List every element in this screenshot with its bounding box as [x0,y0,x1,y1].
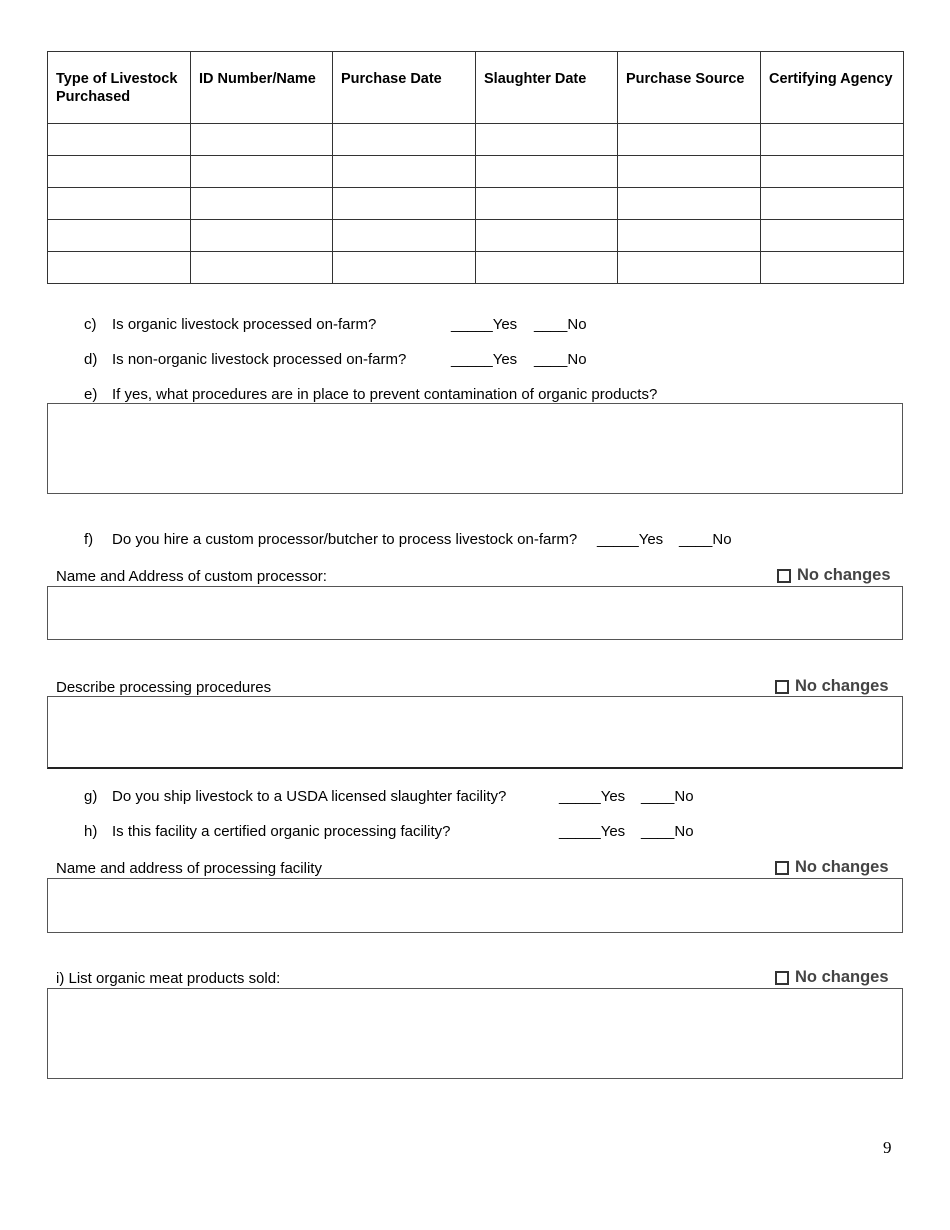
table-cell[interactable] [48,156,191,188]
table-cell[interactable] [476,156,618,188]
no-changes-label: No changes [795,858,889,876]
table-cell[interactable] [618,220,761,252]
table-row [48,220,904,252]
question-f-no[interactable]: ____No [679,531,732,548]
table-cell[interactable] [761,188,904,220]
question-f-text: Do you hire a custom processor/butcher to process livestock on-farm? [112,531,578,548]
table-cell[interactable] [618,156,761,188]
table-header-row [48,52,904,124]
question-c-letter: c) [84,316,97,333]
contamination-procedures-box[interactable] [47,403,903,494]
table-cell[interactable] [618,188,761,220]
table-cell[interactable] [333,188,476,220]
question-h-letter: h) [84,823,98,840]
question-d-no[interactable]: ____No [534,351,587,368]
custom-processor-label: Name and Address of custom processor: [56,568,327,585]
column-header-purchase-source: Purchase Source [618,52,761,124]
processing-procedures-label: Describe processing procedures [56,679,272,696]
question-h-text: Is this facility a certified organic processing facility? [112,823,451,840]
table-cell[interactable] [761,124,904,156]
meat-products-label: i) List organic meat products sold: [56,970,281,987]
table-cell[interactable] [761,156,904,188]
table-row [48,252,904,284]
table-cell[interactable] [191,252,333,284]
table-cell[interactable] [333,156,476,188]
no-changes-checkbox[interactable] [775,968,889,987]
question-d-yes[interactable]: _____Yes [451,351,518,368]
table-cell[interactable] [191,124,333,156]
table-cell[interactable] [48,188,191,220]
table-cell[interactable] [618,252,761,284]
question-g-letter: g) [84,788,98,805]
question-f-letter: f) [84,531,94,548]
column-header-slaughter-date: Slaughter Date [476,52,618,124]
no-changes-checkbox[interactable] [777,566,891,585]
question-g-text: Do you ship livestock to a USDA licensed slaughter facility? [112,788,507,805]
processing-procedures-box[interactable] [47,696,903,769]
table-cell[interactable] [48,124,191,156]
table-cell[interactable] [191,188,333,220]
table-cell[interactable] [48,220,191,252]
checkbox-icon [777,569,791,583]
question-e-letter: e) [84,386,98,403]
question-g-yes[interactable]: _____Yes [559,788,626,805]
question-c-yes[interactable]: _____Yes [451,316,518,333]
column-header-certifying-agency: Certifying Agency [761,52,904,124]
table-row [48,124,904,156]
no-changes-label: No changes [797,566,891,584]
table-cell[interactable] [761,220,904,252]
table-cell[interactable] [476,124,618,156]
no-changes-label: No changes [795,677,889,695]
table-cell[interactable] [333,124,476,156]
column-header-purchase-date: Purchase Date [333,52,476,124]
table-cell[interactable] [761,252,904,284]
checkbox-icon [775,971,789,985]
question-d-letter: d) [84,351,98,368]
table-cell[interactable] [618,124,761,156]
question-c-text: Is organic livestock processed on-farm? [112,316,377,333]
table-cell[interactable] [48,252,191,284]
no-changes-label: No changes [795,968,889,986]
table-cell[interactable] [476,220,618,252]
question-g-no[interactable]: ____No [641,788,694,805]
question-h-no[interactable]: ____No [641,823,694,840]
table-cell[interactable] [333,252,476,284]
checkbox-icon [775,861,789,875]
question-e-text: If yes, what procedures are in place to prevent contamination of organic products? [112,386,658,403]
column-header-type: Type of Livestock Purchased [48,52,191,124]
meat-products-box[interactable] [47,988,903,1079]
table-cell[interactable] [191,220,333,252]
processing-facility-label: Name and address of processing facility [56,860,322,877]
processing-facility-box[interactable] [47,878,903,933]
livestock-purchase-table [47,51,904,284]
question-d-text: Is non-organic livestock processed on-farm? [112,351,407,368]
table-cell[interactable] [476,188,618,220]
custom-processor-box[interactable] [47,586,903,640]
question-f-yes[interactable]: _____Yes [597,531,664,548]
page-number: 9 [883,1138,892,1157]
table-cell[interactable] [476,252,618,284]
column-header-id: ID Number/Name [191,52,333,124]
table-cell[interactable] [191,156,333,188]
no-changes-checkbox[interactable] [775,677,889,696]
question-c-no[interactable]: ____No [534,316,587,333]
table-cell[interactable] [333,220,476,252]
table-row [48,156,904,188]
question-h-yes[interactable]: _____Yes [559,823,626,840]
table-row [48,188,904,220]
checkbox-icon [775,680,789,694]
no-changes-checkbox[interactable] [775,858,889,877]
